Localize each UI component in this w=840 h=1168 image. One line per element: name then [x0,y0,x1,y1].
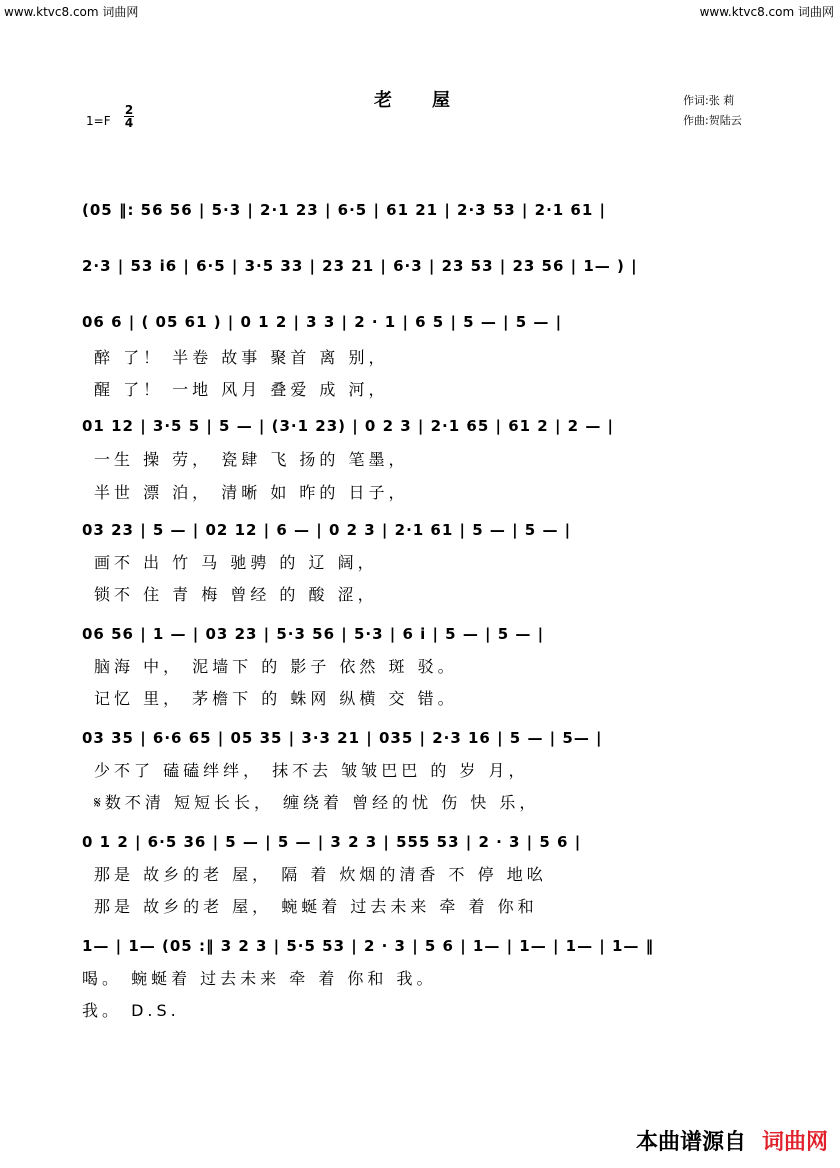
lyric-line: 脑海 中， 泥墙下 的 影子 依然 斑 驳。 [94,657,458,676]
lyric-line: 那是 故乡的老 屋， 隔 着 炊烟的清香 不 停 地吆 [94,865,547,884]
lyric-line: 一生 操 劳， 瓷肆 飞 扬的 笔墨， [94,450,409,469]
score-line: 03 23 | 5 — | 02 12 | 6 — | 0 2 3 | 2·1 61 | 5 — | 5 — | [82,521,572,539]
lyric-line: 少不了 磕磕绊绊， 抹不去 皱皱巴巴 的 岁 月， [94,761,529,780]
footer-brand-site: 词曲网 [761,1130,828,1155]
key-signature: 1=F [86,114,111,128]
lyric-line: 半世 漂 泊， 清晰 如 昨的 日子， [94,483,409,502]
time-signature-bottom: 4 [124,116,134,130]
lyric-line: 记忆 里， 茅檐下 的 蛛网 纵横 交 错。 [94,689,458,708]
header-site-left: www.ktvc8.com 词曲网 [4,5,139,19]
lyric-line: 醉 了！ 半卷 故事 聚首 离 别， [94,348,389,367]
score-line: 0 1 2 | 6·5 36 | 5 — | 5 — | 3 2 3 | 555 53 | 2 · 3 | 5 6 | [82,833,582,851]
time-signature-top: 2 [124,103,134,117]
score-line: 06 6 | ( 05 61 ) | 0 1 2 | 3 3 | 2 · 1 | 6 5 | 5 — | 5 — | [82,313,563,331]
lyricist-credit: 作词:张 莉 [683,94,735,107]
lyric-line: 画不 出 竹 马 驰骋 的 辽 阔， [94,553,378,572]
score-line: 01 12 | 3·5 5 | 5 — | (3·1 23) | 0 2 3 | 2·1 65 | 61 2 | 2 — | [82,417,615,435]
lyric-line: 那是 故乡的老 屋， 蜿蜒着 过去未来 牵 着 你和 [94,897,538,916]
lyric-line: 我。 D.S. [82,1001,180,1020]
lyric-line: 𝄋数不清 短短长长， 缠绕着 曾经的忧 伤 快 乐， [94,793,540,812]
time-signature [124,104,134,129]
lyric-line: 醒 了！ 一地 风月 叠爱 成 河， [94,380,389,399]
score-line: 03 35 | 6·6 65 | 05 35 | 3·3 21 | 035 | 2·3 16 | 5 — | 5— | [82,729,603,747]
lyric-line: 喝。 蜿蜒着 过去未来 牵 着 你和 我。 [82,969,437,988]
composer-credit: 作曲:贺陆云 [683,114,742,127]
lyric-line: 锁不 住 青 梅 曾经 的 酸 涩， [94,585,378,604]
score-line: 2·3 | 53 i6 | 6·5 | 3·5 33 | 23 21 | 6·3 | 23 53 | 23 56 | 1— ) | [82,257,638,275]
score-line: 06 56 | 1 — | 03 23 | 5·3 56 | 5·3 | 6 i | 5 — | 5 — | [82,625,545,643]
footer-brand-text: 本曲谱源自 [635,1130,746,1155]
header-site-right: www.ktvc8.com 词曲网 [699,5,834,19]
footer-brand [636,1125,828,1156]
score-line: (05 ‖: 56 56 | 5·3 | 2·1 23 | 6·5 | 61 21 | 2·3 53 | 2·1 61 | [82,201,607,219]
score-line: 1— | 1— (05 :‖ 3 2 3 | 5·5 53 | 2 · 3 | 5 6 | 1— | 1— | 1— | 1— ‖ [82,937,655,955]
song-title: 老屋 [374,90,490,111]
